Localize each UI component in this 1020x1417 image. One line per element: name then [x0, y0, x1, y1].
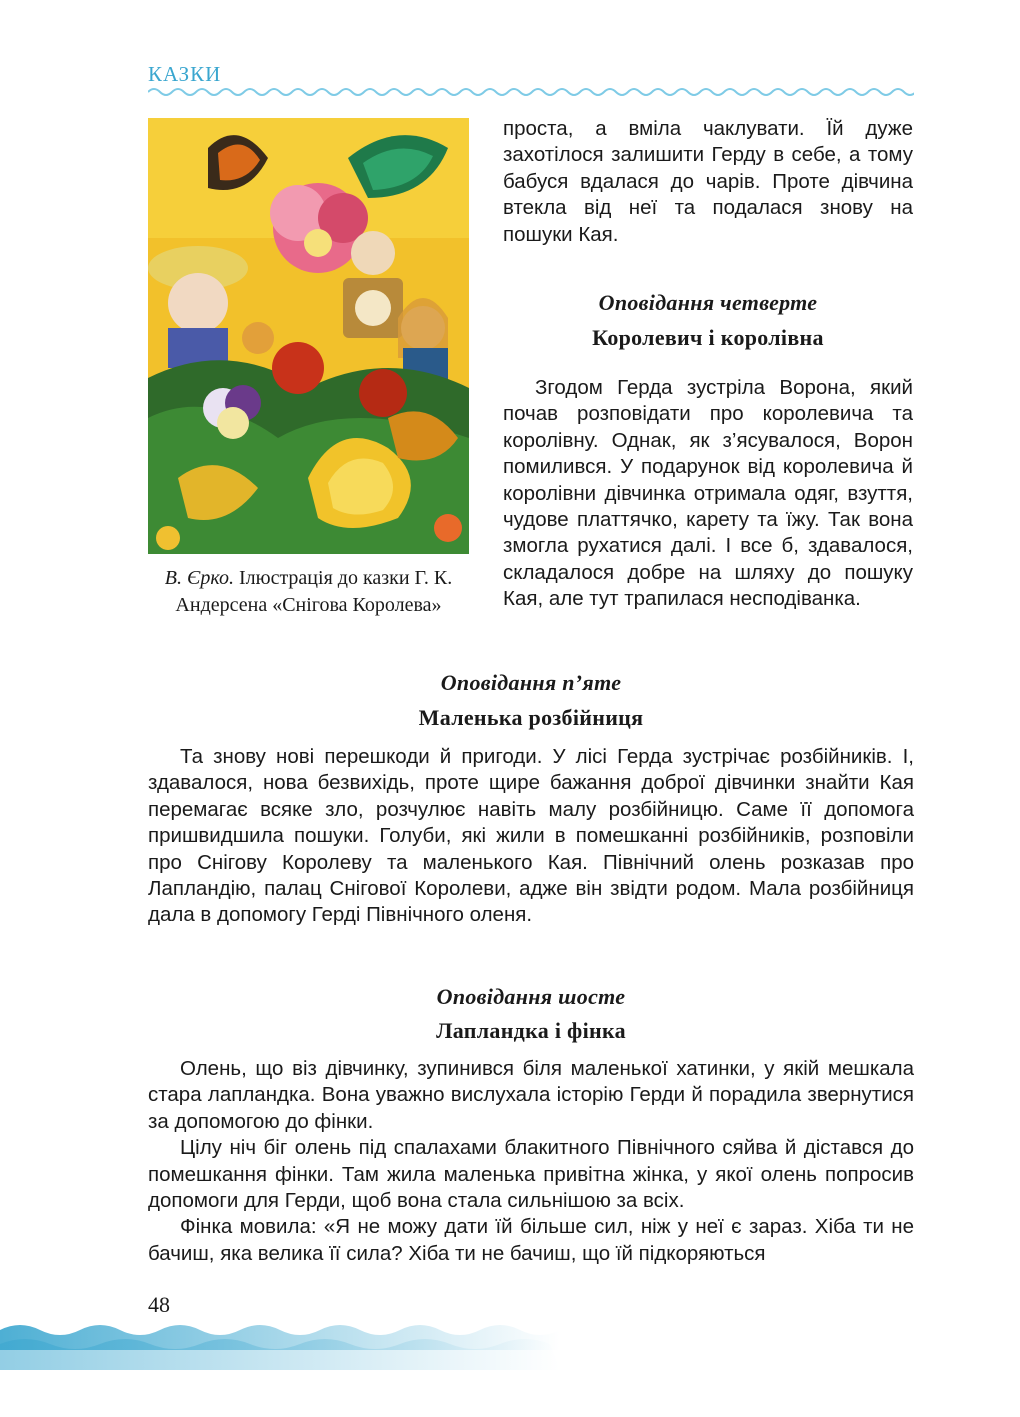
- paragraph-continued: проста, а вміла чаклувати. Їй дуже захотілося залишити Герду в себе, а тому бабуся вдалася до чарів. Проте дівчина втекла від неї та подалася знову на пошуки Кая.: [503, 117, 913, 246]
- story6-heading: [148, 984, 914, 1010]
- fairy-tale-illustration: [148, 118, 469, 554]
- story5-paragraph: Та знову нові перешкоди й пригоди. У лісі Герда зустрічає розбійників. І, здавалося, нова безвихідь, проте щире бажання доброї дівчинки знайти Кая перемагає всяке зло, розчулює навіть малу розбійницю. Саме її допомога пришвидшила пошуки. Голуби, які жили в помешканні розбійників, розповіли про Снігову Королеву та маленького Кая. Північний олень розказав про Лапландію, палац Снігової Королеви, адже він звідти родом. Мала розбійниця дала в допомогу Герді Північного оленя.: [148, 745, 914, 927]
- story4-label: Оповідання четверте: [598, 290, 818, 315]
- story6-paragraph-1: Олень, що віз дівчинку, зупинився біля маленької хатинки, у якій мешкала стара лапландка. Вона уважно вислухала історію Герди й порадила звернутися за допомогою до фінки.: [148, 1057, 914, 1133]
- caption-text: Ілюстрація до казки Г. К. Андерсена «Снігова Королева»: [175, 567, 453, 616]
- story5-text-block: [148, 744, 914, 929]
- section-title: КАЗКИ: [148, 62, 222, 86]
- story6-paragraph-2: Цілу ніч біг олень під спалахами блакитного Північного сяйва й дістався до помешкання фінки. Там жила маленька привітна жінка, у якої олень попросив допомоги для Герди, щоб вона стала сильнішою за всіх.: [148, 1136, 914, 1213]
- story5-label: Оповідання п’яте: [440, 670, 622, 695]
- continued-text-block: [503, 116, 913, 248]
- story5-heading: [148, 670, 914, 696]
- story5-title-wrap: [148, 705, 914, 731]
- page-number: 48: [148, 1292, 170, 1317]
- story4-title-wrap: [503, 325, 913, 351]
- story5-title: Маленька розбійниця: [418, 705, 644, 730]
- story4-paragraph: Згодом Герда зустріла Ворона, який почав розповідати про королевича та королівну. Однак, як з’ясувалося, Ворон помилився. У подарунок від королевича й королівни дівчинка отримала одяг, взуття, чудове платтячко, карету та їжу. Так вона змогла рухатися далі. І все б, здавалося, складалося добре на шляху до пошуку Кая, але тут трапилася несподіванка.: [503, 376, 913, 611]
- story6-title: Лапландка і фінка: [436, 1018, 626, 1043]
- illustration-caption: [148, 565, 469, 619]
- footer-wave-decoration: [0, 1310, 560, 1370]
- story4-heading: [503, 290, 913, 316]
- story6-text-block: [148, 1056, 914, 1267]
- story4-title: Королевич і королівна: [592, 325, 824, 350]
- header-wave-divider: [148, 86, 914, 98]
- story6-title-wrap: [148, 1018, 914, 1044]
- story6-paragraph-3: Фінка мовила: «Я не можу дати їй більше сил, ніж у неї є зараз. Хіба ти не бачиш, яка велика її сила? Хіба ти не бачиш, що їй підкоряються: [148, 1215, 914, 1265]
- story4-text-block: [503, 375, 913, 613]
- story6-label: Оповідання шосте: [436, 984, 626, 1009]
- caption-author: В. Єрко.: [164, 567, 234, 589]
